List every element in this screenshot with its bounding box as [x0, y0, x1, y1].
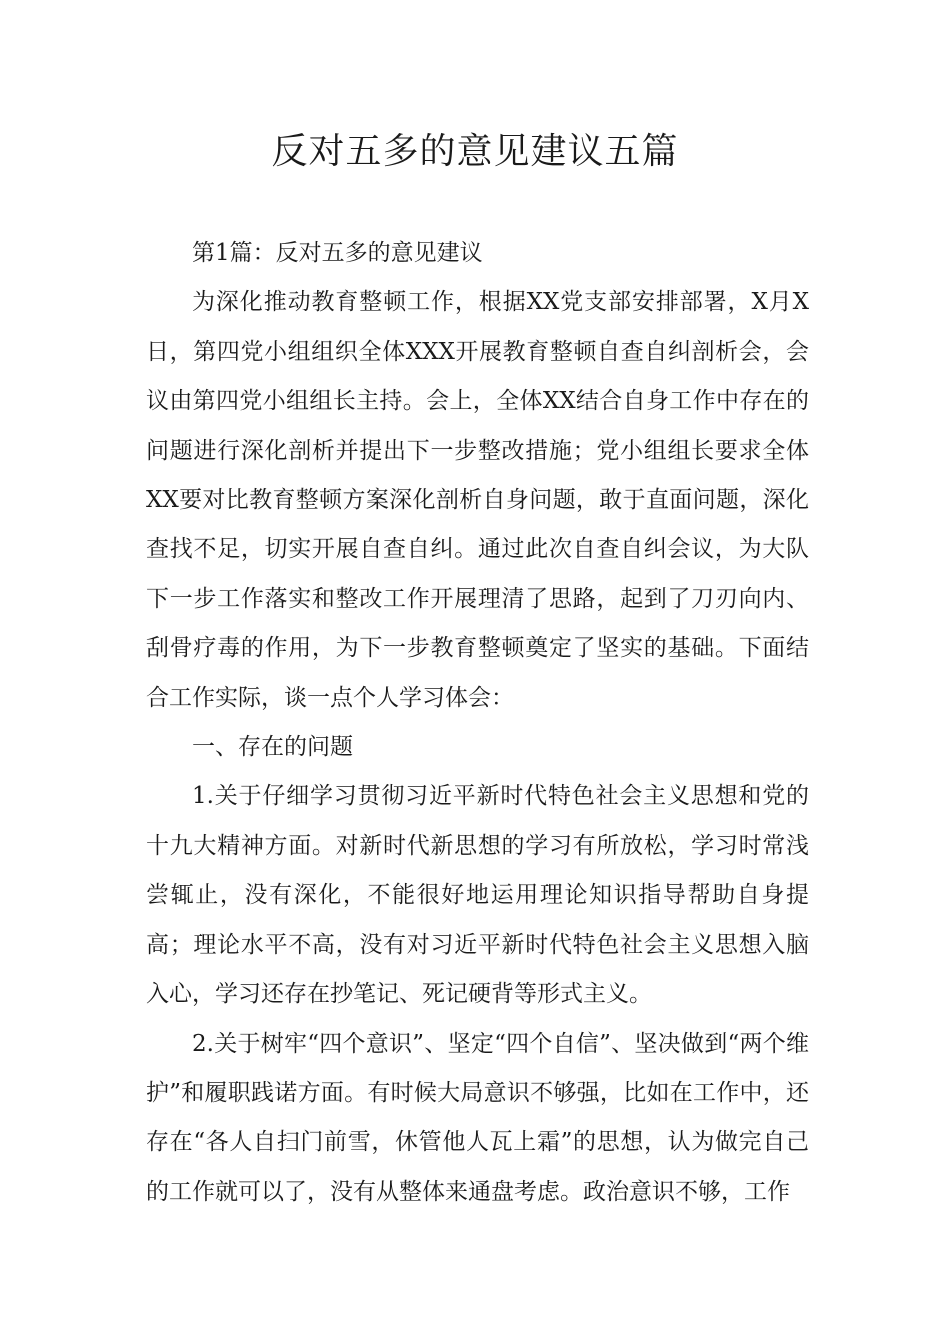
body-paragraph: 为深化推动教育整顿工作，根据XX党支部安排部署，X月X日，第四党小组组织全体XXX开展教育整顿自查自纠剖析会，会议由第四党小组组长主持。会上，全体XX结合自身工作中存在的问题进行深化剖析并提出下一步整改措施；党小组组长要求全体XX要对比教育整顿方案深化剖析自身问题，敢于直面问题，深化查找不足，切实开展自查自纠。通过此次自查自纠会议，为大队下一步工作落实和整改工作开展理清了思路，起到了刀刃向内、刮骨疗毒的作用，为下一步教育整顿奠定了坚实的基础。下面结合工作实际，谈一点个人学习体会： [146, 289, 809, 711]
document-body [146, 229, 809, 1217]
section-heading: 一、存在的问题 [192, 734, 353, 761]
body-paragraph: 2.关于树牢“四个意识”、坚定“四个自信”、坚决做到“两个维护”和履职践诺方面。有时候大局意识不够强，比如在工作中，还存在“各人自扫门前雪，休管他人瓦上霜”的思想，认为做完自己的工作就可以了，没有从整体来通盘考虑。政治意识不够，工作 [146, 1030, 809, 1205]
section-heading: 第1篇：反对五多的意见建议 [192, 240, 483, 266]
body-paragraph: 1.关于仔细学习贯彻习近平新时代特色社会主义思想和党的十九大精神方面。对新时代新思想的学习有所放松，学习时常浅尝辄止，没有深化，不能很好地运用理论知识指导帮助自身提高；理论水平不高，没有对习近平新时代特色社会主义思想入脑入心，学习还存在抄笔记、死记硬背等形式主义。 [146, 783, 809, 1008]
document-title: 反对五多的意见建议五篇 [271, 131, 679, 172]
